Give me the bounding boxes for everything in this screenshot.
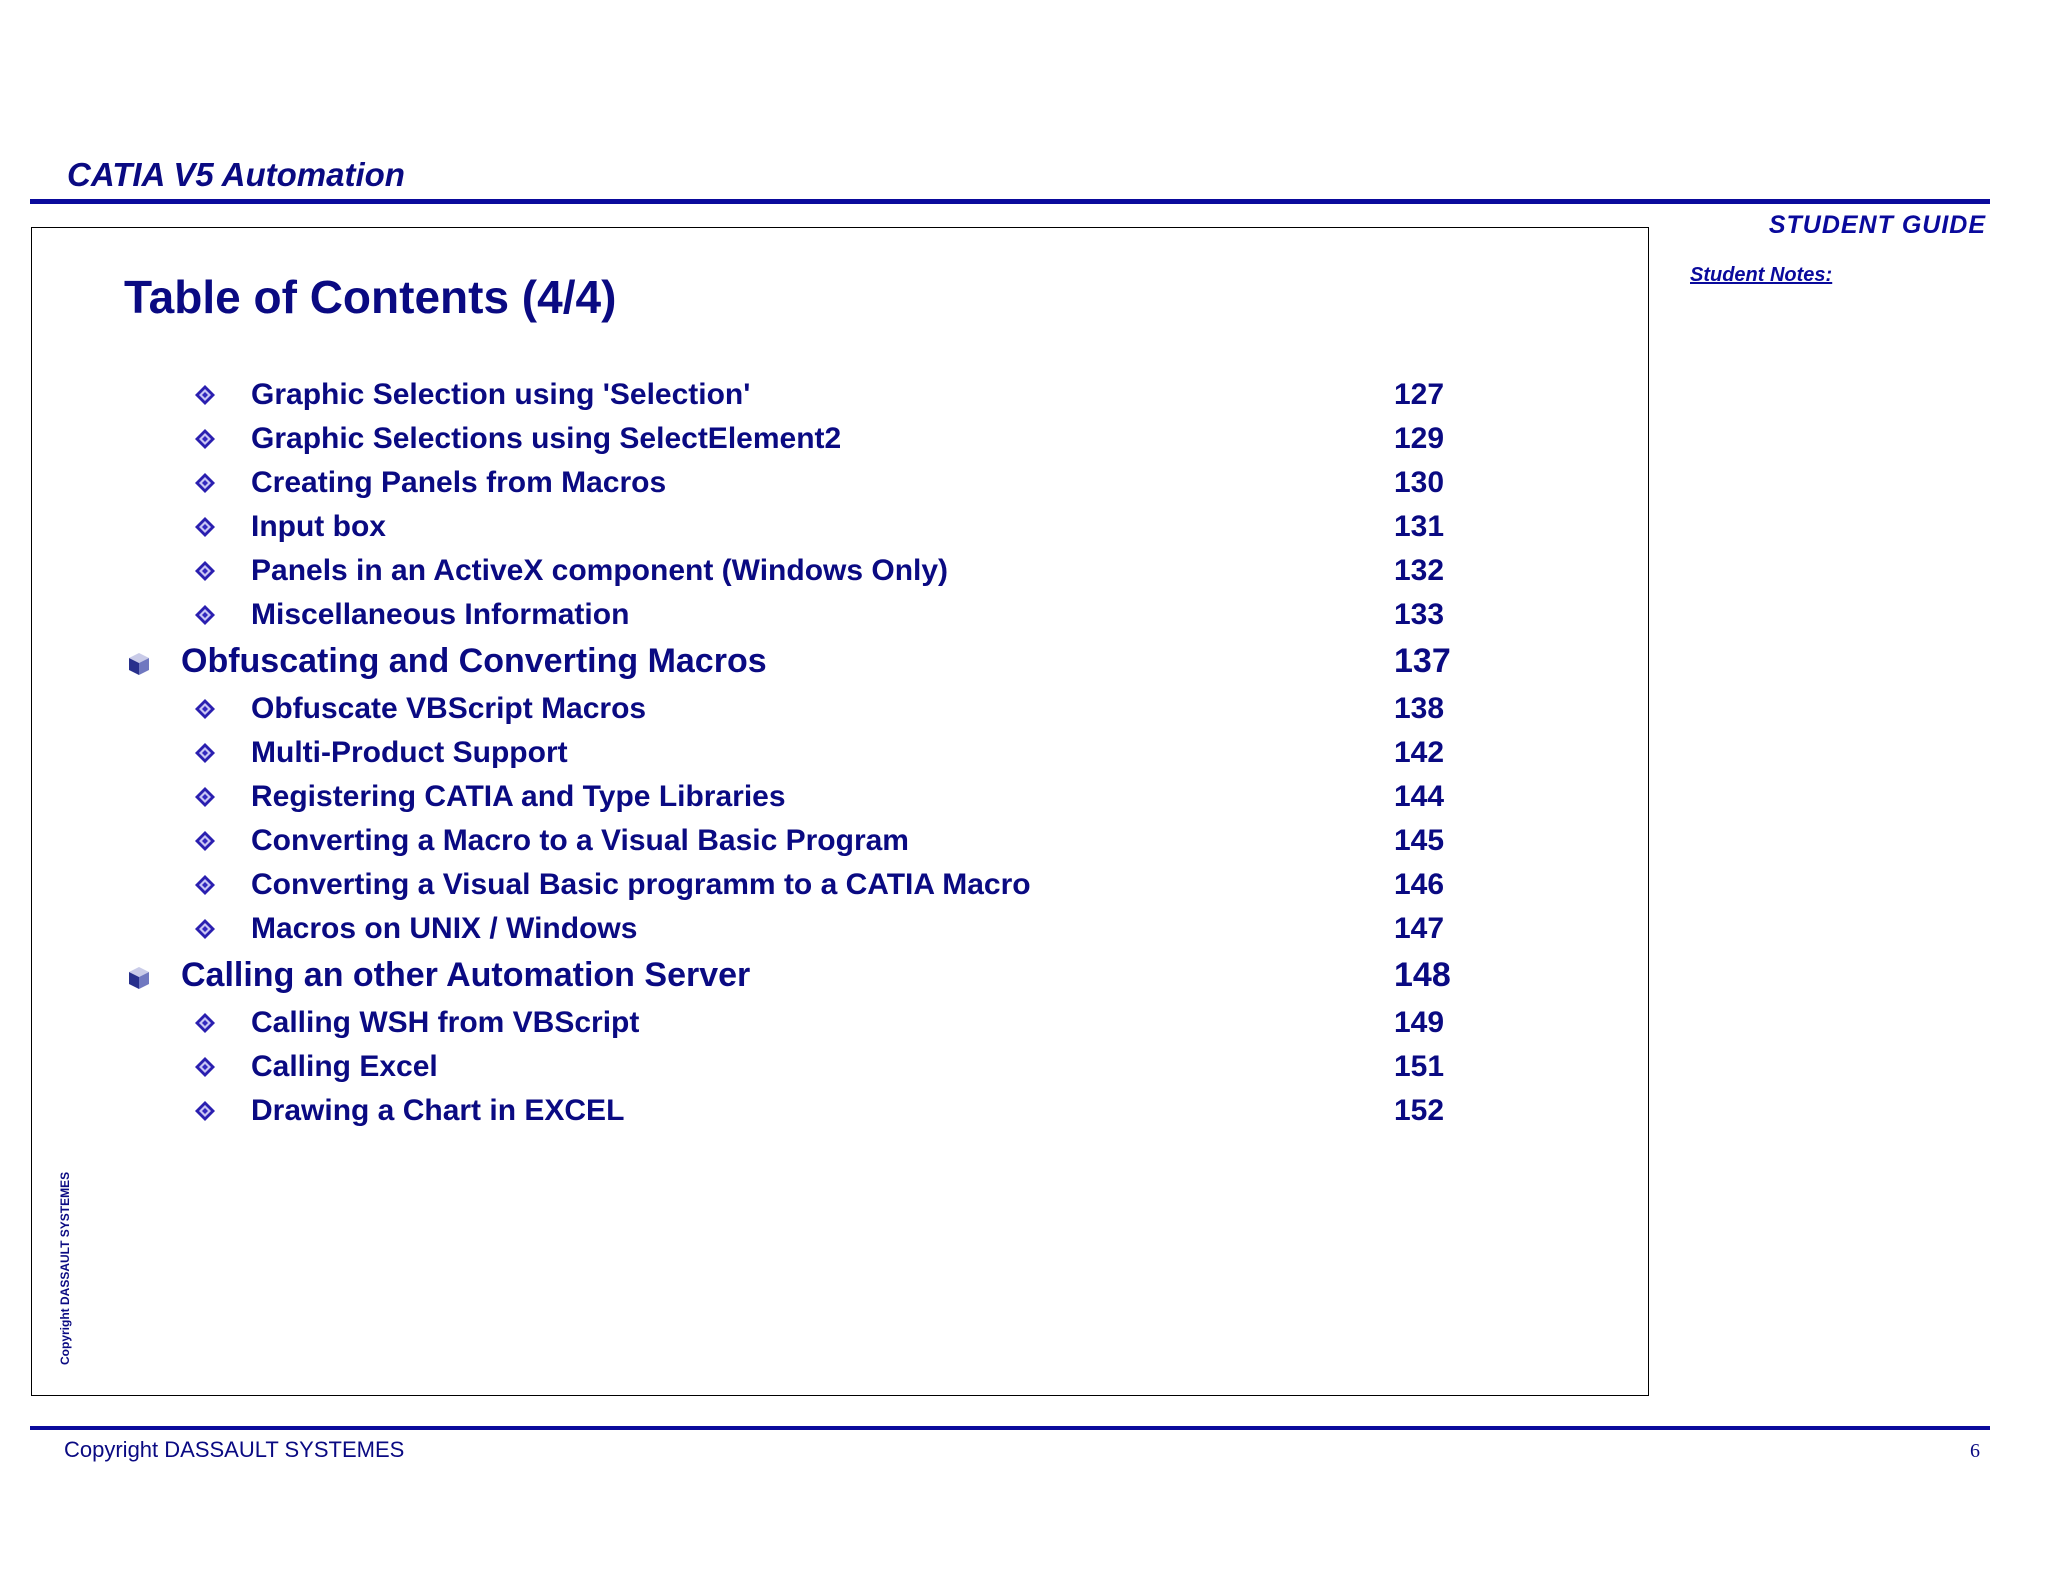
student-notes-label: Student Notes: [1690,264,1833,286]
toc-entry-label: Graphic Selections using SelectElement2 [251,422,842,455]
toc-title: Table of Contents (4/4) [124,271,617,323]
diamond-bullet-icon [194,472,216,494]
toc-entry-page: 127 [1394,378,1445,411]
toc-entry-page: 130 [1394,466,1445,499]
toc-entry-label: Macros on UNIX / Windows [251,912,638,945]
toc-entry-label: Miscellaneous Information [251,598,630,631]
toc-subsection-entry [0,1050,1648,1090]
cube-bullet-icon [127,965,151,991]
toc-entry-label: Obfuscate VBScript Macros [251,692,647,725]
toc-subsection-entry [0,692,1648,732]
toc-subsection-entry [0,598,1648,638]
toc-entry-label: Panels in an ActiveX component (Windows Only) [251,554,949,587]
diamond-bullet-icon [194,516,216,538]
diamond-bullet-icon [194,830,216,852]
toc-subsection-entry [0,868,1648,908]
footer-rule [30,1426,1990,1430]
toc-entry-page: 147 [1394,912,1445,945]
toc-entry-page: 132 [1394,554,1445,587]
toc-entry-label: Drawing a Chart in EXCEL [251,1094,625,1127]
diamond-bullet-icon [194,874,216,896]
toc-entry-page: 137 [1394,642,1451,680]
diamond-bullet-icon [194,1100,216,1122]
toc-entry-label: Calling Excel [251,1050,438,1083]
toc-entry-page: 148 [1394,956,1451,994]
toc-subsection-entry [0,824,1648,864]
toc-entry-label: Calling an other Automation Server [181,956,751,994]
toc-entry-page: 152 [1394,1094,1445,1127]
toc-subsection-entry [0,378,1648,418]
toc-entry-label: Creating Panels from Macros [251,466,667,499]
toc-entry-label: Registering CATIA and Type Libraries [251,780,786,813]
toc-subsection-entry [0,554,1648,594]
footer-page-number: 6 [1970,1440,1980,1462]
toc-entry-page: 142 [1394,736,1445,769]
diamond-bullet-icon [194,1056,216,1078]
toc-subsection-entry [0,1006,1648,1046]
toc-subsection-entry [0,1094,1648,1134]
toc-entry-page: 151 [1394,1050,1445,1083]
toc-entry-label: Graphic Selection using 'Selection' [251,378,751,411]
toc-entry-page: 129 [1394,422,1445,455]
diamond-bullet-icon [194,384,216,406]
toc-entry-page: 138 [1394,692,1445,725]
diamond-bullet-icon [194,918,216,940]
diamond-bullet-icon [194,604,216,626]
diamond-bullet-icon [194,560,216,582]
toc-entry-page: 131 [1394,510,1445,543]
diamond-bullet-icon [194,742,216,764]
toc-subsection-entry [0,780,1648,820]
cube-bullet-icon [127,651,151,677]
diamond-bullet-icon [194,698,216,720]
toc-subsection-entry [0,422,1648,462]
toc-entry-page: 145 [1394,824,1445,857]
student-guide-label: STUDENT GUIDE [1768,211,1986,239]
toc-entry-label: Multi-Product Support [251,736,568,769]
document-title: CATIA V5 Automation [67,156,405,193]
toc-entry-label: Input box [251,510,386,543]
diamond-bullet-icon [194,786,216,808]
toc-section-entry [0,956,1648,999]
toc-subsection-entry [0,466,1648,506]
sidebar-copyright: Copyright DASSAULT SYSTEMES [58,1171,72,1365]
toc-entry-page: 149 [1394,1006,1445,1039]
toc-entry-label: Converting a Macro to a Visual Basic Program [251,824,909,857]
toc-entry-page: 133 [1394,598,1445,631]
toc-subsection-entry [0,736,1648,776]
toc-entry-label: Calling WSH from VBScript [251,1006,640,1039]
toc-entry-page: 146 [1394,868,1445,901]
toc-entry-label: Obfuscating and Converting Macros [181,642,767,680]
footer-copyright: Copyright DASSAULT SYSTEMES [64,1437,405,1462]
toc-entry-page: 144 [1394,780,1445,813]
diamond-bullet-icon [194,1012,216,1034]
toc-entry-label: Converting a Visual Basic programm to a CATIA Macro [251,868,1031,901]
diamond-bullet-icon [194,428,216,450]
toc-section-entry [0,642,1648,685]
toc-subsection-entry [0,510,1648,550]
toc-subsection-entry [0,912,1648,952]
